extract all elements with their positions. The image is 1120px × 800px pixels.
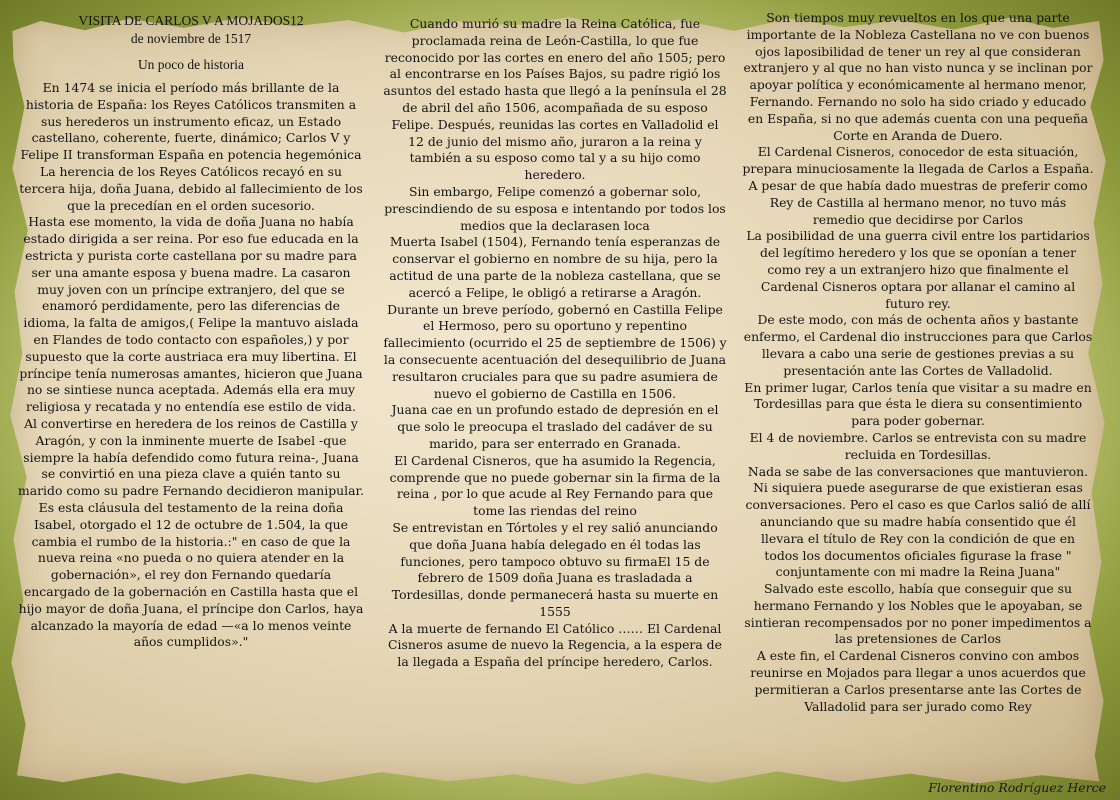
paragraph: El 4 de noviembre. Carlos se entrevista con su madre recluida en Tordesillas. — [749, 429, 1087, 462]
text-column-3 — [742, 10, 1094, 715]
paragraph: Nada se sabe de las conversaciones que mantuvieron. Ni siquiera puede asegurarse de que existieran esas conversaciones. Pero el caso es que Carlos salió de allí anunciando que su madre había consentido que él llevara el título de Rey con la condición de que en todos los documentos oficiales figurase la frase " conjuntamente con mi madre la Reina Juana" — [745, 463, 1091, 580]
paragraph: En primer lugar, Carlos tenía que visitar a su madre en Tordesillas para que ésta le diera su consentimiento para poder gobernar. — [744, 379, 1092, 429]
paragraph: Juana cae en un profundo estado de depresión en el que solo le preocupa el traslado del cadáver de su marido, para ser enterrado en Granada. — [391, 402, 719, 451]
paragraph: A la muerte de fernando El Católico …… El Cardenal Cisneros asume de nuevo la Regencia, a la espera de la llegada a España del príncipe heredero, Carlos. — [388, 620, 722, 670]
document-title: VISITA DE CARLOS V A MOJADOS12 — [78, 13, 304, 28]
paragraph: Es esta cláusula del testamento de la reina doña Isabel, otorgado el 12 de octubre de 1.504, la que cambia el rumbo de la historia.:" en caso de que la nueva reina «no pueda o no quiera atender en la gobernación», el rey don Fernando quedaría encargado de la gobernación en Castilla hasta que el hijo mayor de doña Juana, el príncipe don Carlos, haya alcanzado la mayoría de edad —«a lo menos veinte años cumplidos»." — [18, 499, 364, 650]
paragraph: En 1474 se inicia el período más brillante de la historia de España: los Reyes Católicos transmiten a sus herederos un instrumento eficaz, un Estado castellano, coherente, fuerte, dinámico; Carlos V y Felipe II transforman España en potencia hegemónica — [20, 80, 362, 163]
paragraph: Muerta Isabel (1504), Fernando tenía esperanzas de conservar el gobierno en nombre de su hija, pero la actitud de una parte de la nobleza castellana, que se acercó a Felipe, le obligó a retirarse a Aragón. — [389, 234, 721, 300]
document-date: de noviembre de 1517 — [130, 31, 252, 46]
paragraph: El Cardenal Cisneros, que ha asumido la Regencia, comprende que no puede gobernar sin la firma de la reina , por lo que acude al Rey Fernando para que tome las riendas del reino — [389, 452, 721, 519]
paragraph: La herencia de los Reyes Católicos recayó en su tercera hija, doña Juana, debido al fallecimiento de los que la precedían en el orden sucesorio. — [19, 163, 363, 213]
section-subtitle: Un poco de historia — [137, 57, 245, 72]
paragraph: Salvado este escollo, había que conseguir que su hermano Fernando y los Nobles que le apoyaban, se sintieran recompensados por no poner impedimentos a las pretensiones de Carlos — [744, 581, 1092, 647]
paragraph: Son tiempos muy revueltos en los que una parte importante de la Nobleza Castellana no ve con buenos ojos laposibilidad de tener un rey al que consideran extranjero y al que no han visto nunca y se inclinan por apoyar política y económicamente al hermano menor, Fernando. Fernando no solo ha sido criado y educado en España, si no que además cuenta con una pequeña Corte en Aranda de Duero. — [743, 10, 1093, 143]
paragraph: De este modo, con más de ochenta años y bastante enfermo, el Cardenal dio instrucciones para que Carlos llevara a cabo una serie de gestiones previas a su presentación ante las Cortes de Valladolid. — [743, 312, 1093, 378]
paragraph: Durante un breve período, gobernó en Castilla Felipe el Hermoso, pero su oportuno y repentino fallecimiento (ocurrido el 25 de septiembre de 1506) y la consecuente acentuación del desequilibrio de Juana resultaron cruciales para que su padre asumiera de nuevo el gobierno de Castilla en 1506. — [383, 301, 727, 401]
paragraph: Hasta ese momento, la vida de doña Juana no había estado dirigida a ser reina. Por eso fue educada en la estricta y purista corte castellana por su madre para ser una amante esposa y buena madre. La casaron muy joven con un príncipe extranjero, del que se enamoró perdidamente, pero las diferencias de idioma, la falta de amigos,( Felipe la mantuvo aislada en Flandes de todo contacto con españoles,) y por supuesto que la corte austriaca era muy libertina. El príncipe tenía numerosas amantes, hicieron que Juana no se sintiese nunca aceptada. Además ella era muy religiosa y recatada y no entendía ese estilo de vida. — [19, 214, 363, 415]
text-column-2 — [382, 16, 728, 671]
paragraph: Sin embargo, Felipe comenzó a gobernar solo, prescindiendo de su esposa e intentando por todos los medios que la declarasen loca — [384, 183, 726, 233]
paragraph: A este fin, el Cardenal Cisneros convino con ambos reunirse en Mojados para llegar a unos acuerdos que permitieran a Carlos presentarse ante las Cortes de Valladolid para ser jurado como Rey — [750, 648, 1086, 714]
paragraph: Cuando murió su madre la Reina Católica, fue proclamada reina de León-Castilla, lo que fue reconocido por las cortes en enero del año 1505; pero al encontrarse en los Países Bajos, su padre rigió los asuntos del estado hasta que llegó a la península el 28 de abril del año 1506, acompañada de su esposo Felipe. Después, reunidas las cortes en Valladolid el 12 de junio del mismo año, juraron a la reina y también a su esposo como tal y a su hijo como heredero. — [383, 16, 727, 183]
paragraph: Se entrevistan en Tórtoles y el rey salió anunciando que doña Juana había delegado en él todas las funciones, pero tampoco obtuvo su firmaEl 15 de febrero de 1509 doña Juana es trasladada a Tordesillas, donde permanecerá hasta su muerte en 1555 — [391, 519, 719, 619]
paragraph: La posibilidad de una guerra civil entre los partidarios del legítimo heredero y los que se oponían a tener como rey a un extranjero hizo que finalmente el Cardenal Cisneros optara por allanar el camino al futuro rey. — [746, 228, 1090, 311]
text-column-1 — [18, 12, 364, 651]
paragraph: Al convertirse en heredera de los reinos de Castilla y Aragón, y con la inminente muerte de Isabel -que siempre la había defendido como futura reina-, Juana se convirtió en una pieza clave a quién tanto su marido como su padre Fernando decidieron manipular. — [18, 415, 365, 499]
author-signature: Florentino Rodríguez Herce — [928, 780, 1106, 795]
paragraph: El Cardenal Cisneros, conocedor de esta situación, prepara minuciosamente la llegada de Carlos a España. A pesar de que había dado muestras de preferir como Rey de Castilla al hermano menor, no tuvo más remedio que decidirse por Carlos — [742, 144, 1094, 227]
